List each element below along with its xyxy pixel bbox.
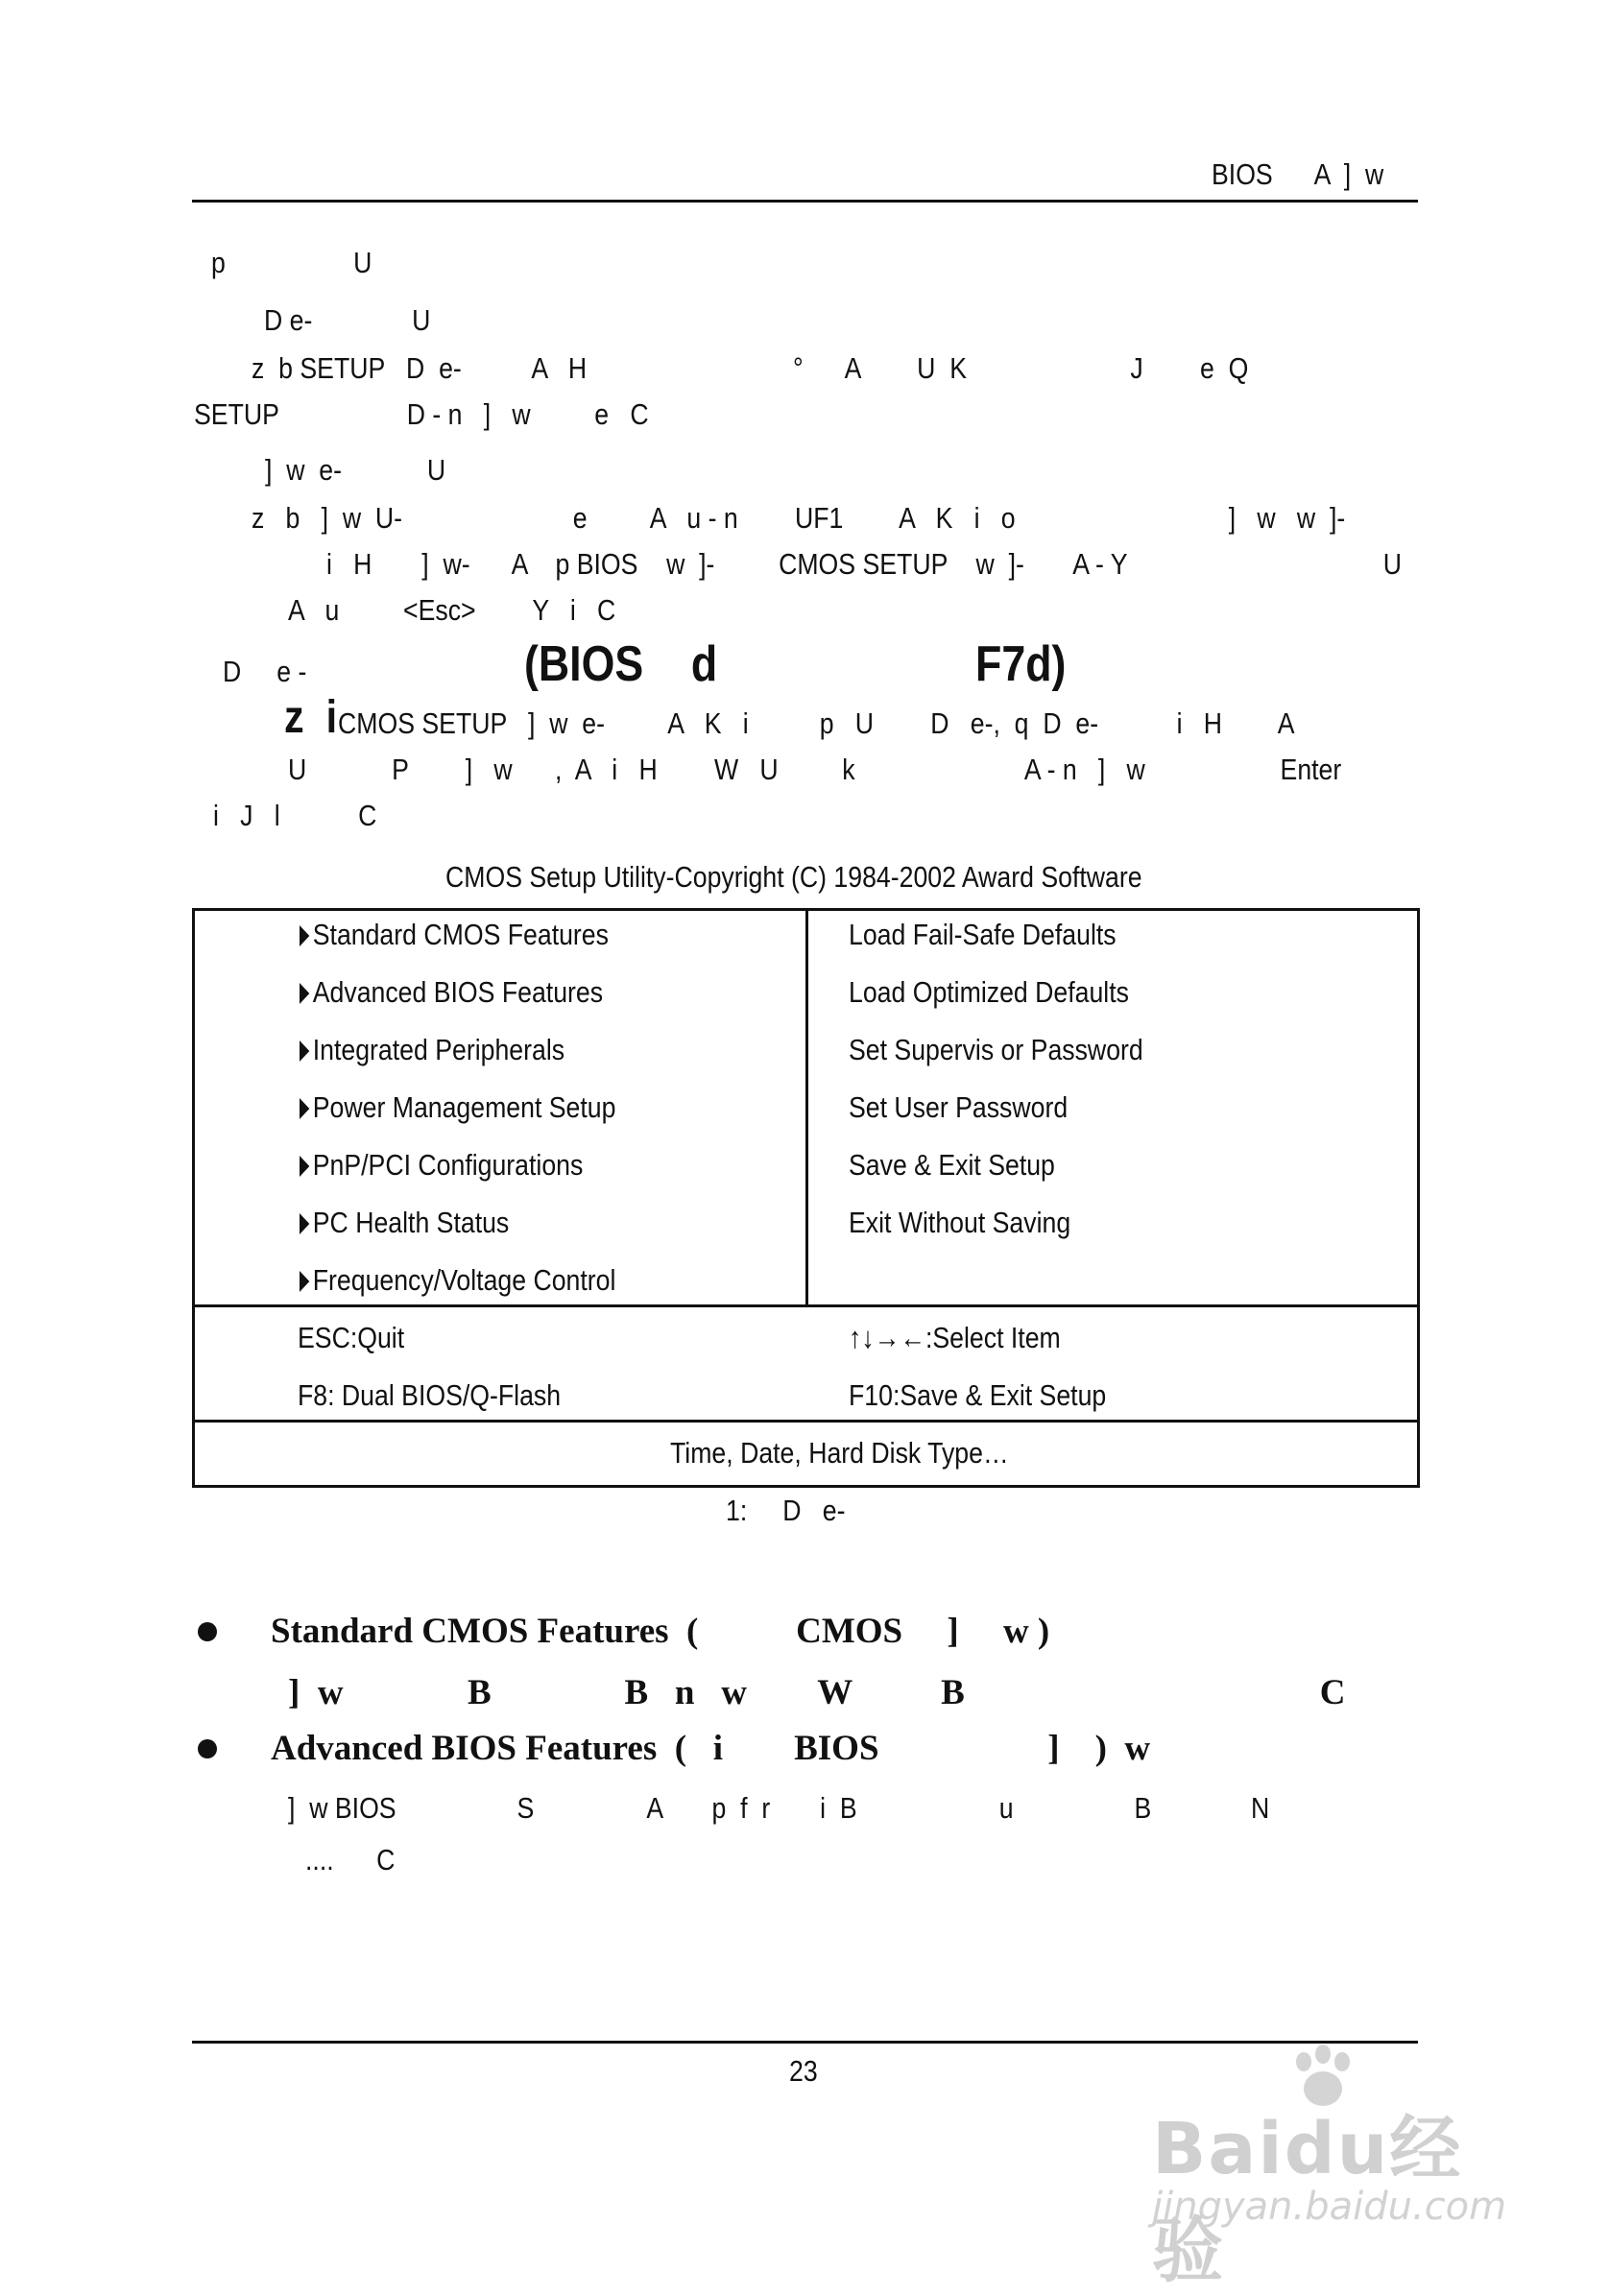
header-title: BIOS A ] w [1212,157,1384,191]
figure-label: 1: D e- [726,1494,846,1527]
body-line-9: D e - [223,655,307,688]
key-hint-f8: F8: Dual BIOS/Q-Flash [298,1378,562,1412]
submenu-arrow-icon [300,925,309,946]
menu-item-integrated-peripherals[interactable]: Integrated Peripherals [300,1033,564,1067]
key-hint-select: ↑↓→←:Select Item [849,1321,1061,1354]
header-rule [192,200,1418,203]
menu-item-standard-cmos[interactable]: Standard CMOS Features [300,918,609,952]
bullet-title-standard-cmos: Standard CMOS Features ( CMOS ] w ) [271,1612,1050,1651]
menu-item-load-optimized[interactable]: Load Optimized Defaults [849,975,1129,1009]
table-divider-keys [192,1420,1420,1423]
submenu-arrow-icon [300,1040,309,1062]
menu-item-user-password[interactable]: Set User Password [849,1090,1069,1124]
lead-marker: z i [284,692,338,743]
menu-item-supervisor-password[interactable]: Set Supervis or Password [849,1033,1143,1066]
body-line-3: z b SETUP D e- A H ° A U K J e Q [252,351,1249,385]
bullet-dot [198,1739,217,1758]
table-help-text: Time, Date, Hard Disk Type… [670,1436,1009,1470]
section-heading-prefix: (BIOS d [524,636,718,692]
table-divider-menu [192,1304,1420,1307]
page-number: 23 [789,2054,818,2088]
baidu-watermark [1142,2045,1526,2292]
submenu-arrow-icon [300,1213,309,1234]
menu-item-pc-health[interactable]: PC Health Status [300,1206,509,1240]
body-line-10: CMOS SETUP ] w e- A K i p U D e-, q D e- i H A [338,706,1295,740]
body-line-12: i J l C [213,799,377,832]
body-line-11: U P ] w , A i H W U k A - n ] w Enter [288,753,1342,786]
body-line-5: ] w e- U [265,453,446,487]
menu-item-advanced-bios[interactable]: Advanced BIOS Features [300,975,603,1010]
body-line-4: SETUP D - n ] w e C [194,397,649,431]
menu-item-frequency-voltage[interactable]: Frequency/Voltage Control [300,1263,615,1298]
bullet-detail-advanced-bios: ] w BIOS S A p f r i B u B N [288,1791,1270,1825]
body-line-6: z b ] w U- e A u - n UF1 A K i o ] w w ]- [252,501,1346,535]
watermark-main: Baidu经验 [1152,2108,1463,2292]
key-hint-f10: F10:Save & Exit Setup [849,1378,1107,1412]
menu-item-load-failsafe[interactable]: Load Fail-Safe Defaults [849,918,1117,951]
body-line-8: A u <Esc> Y i C [288,593,616,627]
bullet-detail-standard-cmos: ] w B B n w W B C [288,1673,1346,1712]
body-line-7: i H ] w- A p BIOS w ]- CMOS SETUP w ]- A - Y U [326,547,1402,581]
body-line-1: p U [211,246,372,279]
bullet-title-advanced-bios: Advanced BIOS Features ( i BIOS ] ) w [271,1729,1151,1768]
table-column-divider [805,908,808,1305]
key-hint-esc: ESC:Quit [298,1321,405,1354]
menu-item-power-management[interactable]: Power Management Setup [300,1090,615,1125]
submenu-arrow-icon [300,983,309,1004]
menu-item-save-exit[interactable]: Save & Exit Setup [849,1148,1055,1182]
submenu-arrow-icon [300,1156,309,1177]
menu-item-pnp-pci[interactable]: PnP/PCI Configurations [300,1148,583,1183]
body-line-2: D e- U [264,303,431,337]
watermark-url: jingyan.baidu.com [1152,2185,1507,2229]
section-heading-suffix: F7d) [975,636,1067,692]
table-caption: CMOS Setup Utility-Copyright (C) 1984-2002 Award Software [445,860,1142,894]
bullet-detail-advanced-bios-2: .... C [305,1843,396,1877]
submenu-arrow-icon [300,1098,309,1119]
submenu-arrow-icon [300,1271,309,1292]
bullet-dot [198,1622,217,1641]
footer-rule [192,2041,1418,2044]
menu-item-exit-without-saving[interactable]: Exit Without Saving [849,1206,1071,1239]
